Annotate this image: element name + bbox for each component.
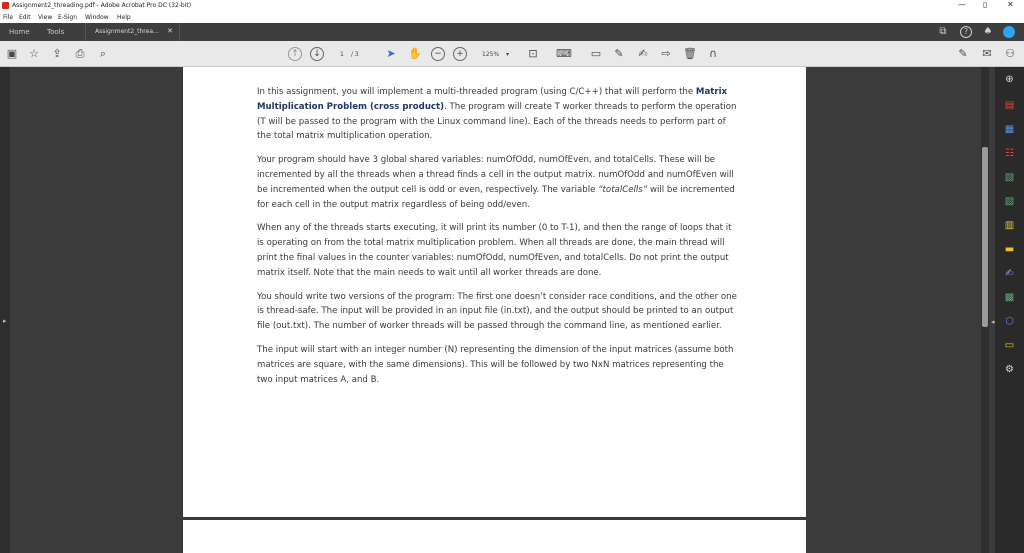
paragraph-versions: You should write two versions of the program: The first one doesn’t consider race conditions, and the other one is thread-safe. The input will be provided in an input file (in.txt), and the output should be printed to an output file (out.txt). The number of worker threads will be passed through the command line, as mentioned earlier.	[257, 291, 737, 332]
title-bar	[0, 0, 1024, 11]
close-window-button[interactable]: ✕	[1007, 0, 1014, 9]
menu-window[interactable]: Window	[85, 14, 109, 21]
comment-tool-icon[interactable]: ▬	[1004, 244, 1015, 255]
add-user-icon[interactable]: ⚇	[1005, 47, 1015, 60]
menu-esign[interactable]: E-Sign	[58, 14, 78, 21]
save-icon[interactable]: ▣	[6, 47, 18, 60]
page-content	[257, 85, 737, 396]
send-icon[interactable]: ⇨	[661, 47, 671, 60]
tab-tools[interactable]: Tools	[47, 28, 65, 36]
page-number-current[interactable]: 1	[340, 51, 344, 58]
pdf-page-next	[183, 520, 806, 553]
bold-phrase: Matrix Multiplication Problem (cross product)	[257, 87, 728, 112]
zoom-search-icon[interactable]: ⊕	[1005, 74, 1014, 85]
tab-document-label: Assignment2_threa...	[95, 28, 159, 35]
right-tools-panel	[995, 67, 1024, 553]
hand-tool-icon[interactable]: ✋	[408, 47, 422, 60]
redact-icon[interactable]: ▭	[1004, 340, 1015, 351]
star-icon[interactable]: ☆	[29, 47, 39, 60]
menu-edit[interactable]: Edit	[19, 14, 31, 21]
notification-bell-icon[interactable]: ♠	[983, 26, 993, 37]
export-pdf-icon[interactable]: ▦	[1004, 124, 1015, 135]
close-tab-icon[interactable]: ✕	[167, 27, 173, 35]
menu-view[interactable]: View	[38, 14, 53, 21]
share-icon[interactable]: ⇪	[52, 47, 62, 60]
search-icon[interactable]: ⌕	[99, 47, 107, 60]
pdf-page	[183, 67, 806, 517]
window-title: Assignment2_threading.pdf - Adobe Acrobat Pro DC (32-bit)	[12, 2, 192, 9]
menu-help[interactable]: Help	[117, 14, 131, 21]
page-number-total: / 3	[351, 51, 359, 58]
collapse-right-panel-icon[interactable]: ◂	[991, 318, 995, 326]
paragraph-intro: In this assignment, you will implement a multi-threaded program (using C/C++) that will perform the Matrix Multiplication Problem (cross product). The program will create T worker threads to perform the operation (T will be passed to the program with the Linux command line). Each of the threads needs to perform part of the total matrix multiplication operation.	[257, 87, 737, 142]
tab-home[interactable]: Home	[9, 28, 30, 36]
compress-icon[interactable]: ▩	[1004, 292, 1015, 303]
minimize-button[interactable]: —	[958, 0, 966, 9]
email-icon[interactable]: ✉	[982, 47, 992, 60]
organize-pages-icon[interactable]: ☷	[1005, 148, 1014, 159]
attach-icon[interactable]: ∩	[708, 47, 718, 60]
italic-phrase: “totalCells”	[598, 184, 648, 195]
user-avatar[interactable]	[1003, 26, 1015, 38]
paragraph-variables: Your program should have 3 global shared variables: numOfOdd, numOfEven, and totalCells. These will be incremented by all the threads when a thread finds a cell in the output matrix. numOfOdd and numOfEven will be incremented when the output cell is odd or even, respectively. The variable “totalCells” will be incremented for each cell in the output matrix regardless of being odd/even.	[257, 155, 735, 210]
sign-icon[interactable]: ✍	[638, 47, 648, 60]
more-tools-icon[interactable]: ⚙	[1005, 364, 1014, 375]
paragraph-threads: When any of the threads starts executing, it will print its number (0 to T-1), and then the range of loops that it is operating on from the total matrix multiplication problem. When all threads are done, the main thread will print the final values in the counter variables: numOfOdd, numOfEven, and totalCells. Do not print the output matrix itself. Note that the main needs to wait until all worker threads are done.	[257, 223, 732, 278]
zoom-out-icon[interactable]: −	[431, 47, 445, 61]
fill-sign-icon[interactable]: ✎	[958, 47, 968, 60]
select-cursor-icon[interactable]: ➤	[386, 47, 396, 60]
left-panel	[0, 67, 10, 553]
request-signature-icon[interactable]: ▥	[1004, 220, 1015, 231]
maximize-button[interactable]: ▯	[983, 0, 988, 9]
acrobat-logo-icon	[2, 2, 9, 9]
toolbar	[0, 41, 1024, 67]
edit-pdf-icon[interactable]: ▧	[1004, 172, 1015, 183]
tab-bar	[0, 23, 1024, 41]
share-screen-icon[interactable]: ⧉	[939, 26, 947, 37]
pen-icon[interactable]: ✎	[614, 47, 624, 60]
next-page-icon[interactable]: ↓	[310, 47, 324, 61]
menu-file[interactable]: File	[3, 14, 14, 21]
vertical-scrollbar[interactable]	[981, 67, 989, 553]
help-icon[interactable]: ?	[960, 26, 972, 38]
menu-bar	[0, 11, 1024, 23]
protect-icon[interactable]: ⬡	[1005, 316, 1014, 327]
delete-icon[interactable]: 🗑	[683, 47, 697, 60]
paragraph-input: The input will start with an integer number (N) representing the dimension of the input matrices (assume both matrices are square, with the same dimensions). This will be followed by two NxN matrices representing the two input matrices A, and B.	[257, 344, 734, 385]
comment-icon[interactable]: ▭	[590, 47, 602, 60]
print-icon[interactable]: ⎙	[75, 47, 85, 60]
combine-files-icon[interactable]: ▨	[1004, 196, 1015, 207]
previous-page-icon[interactable]: ↑	[288, 47, 302, 61]
expand-left-panel-icon[interactable]: ▸	[3, 317, 7, 325]
scrollbar-thumb[interactable]	[982, 147, 988, 327]
tab-document[interactable]	[85, 23, 180, 41]
keyboard-icon[interactable]: ⌨	[556, 47, 572, 60]
zoom-level[interactable]: 125%	[482, 51, 500, 58]
fill-and-sign-icon[interactable]: ✍	[1005, 268, 1014, 279]
zoom-in-icon[interactable]: +	[453, 47, 467, 61]
zoom-dropdown-chevron-icon[interactable]: ▾	[506, 51, 510, 58]
create-pdf-icon[interactable]: ▤	[1004, 100, 1015, 111]
fit-page-icon[interactable]: ⊡	[528, 47, 538, 60]
